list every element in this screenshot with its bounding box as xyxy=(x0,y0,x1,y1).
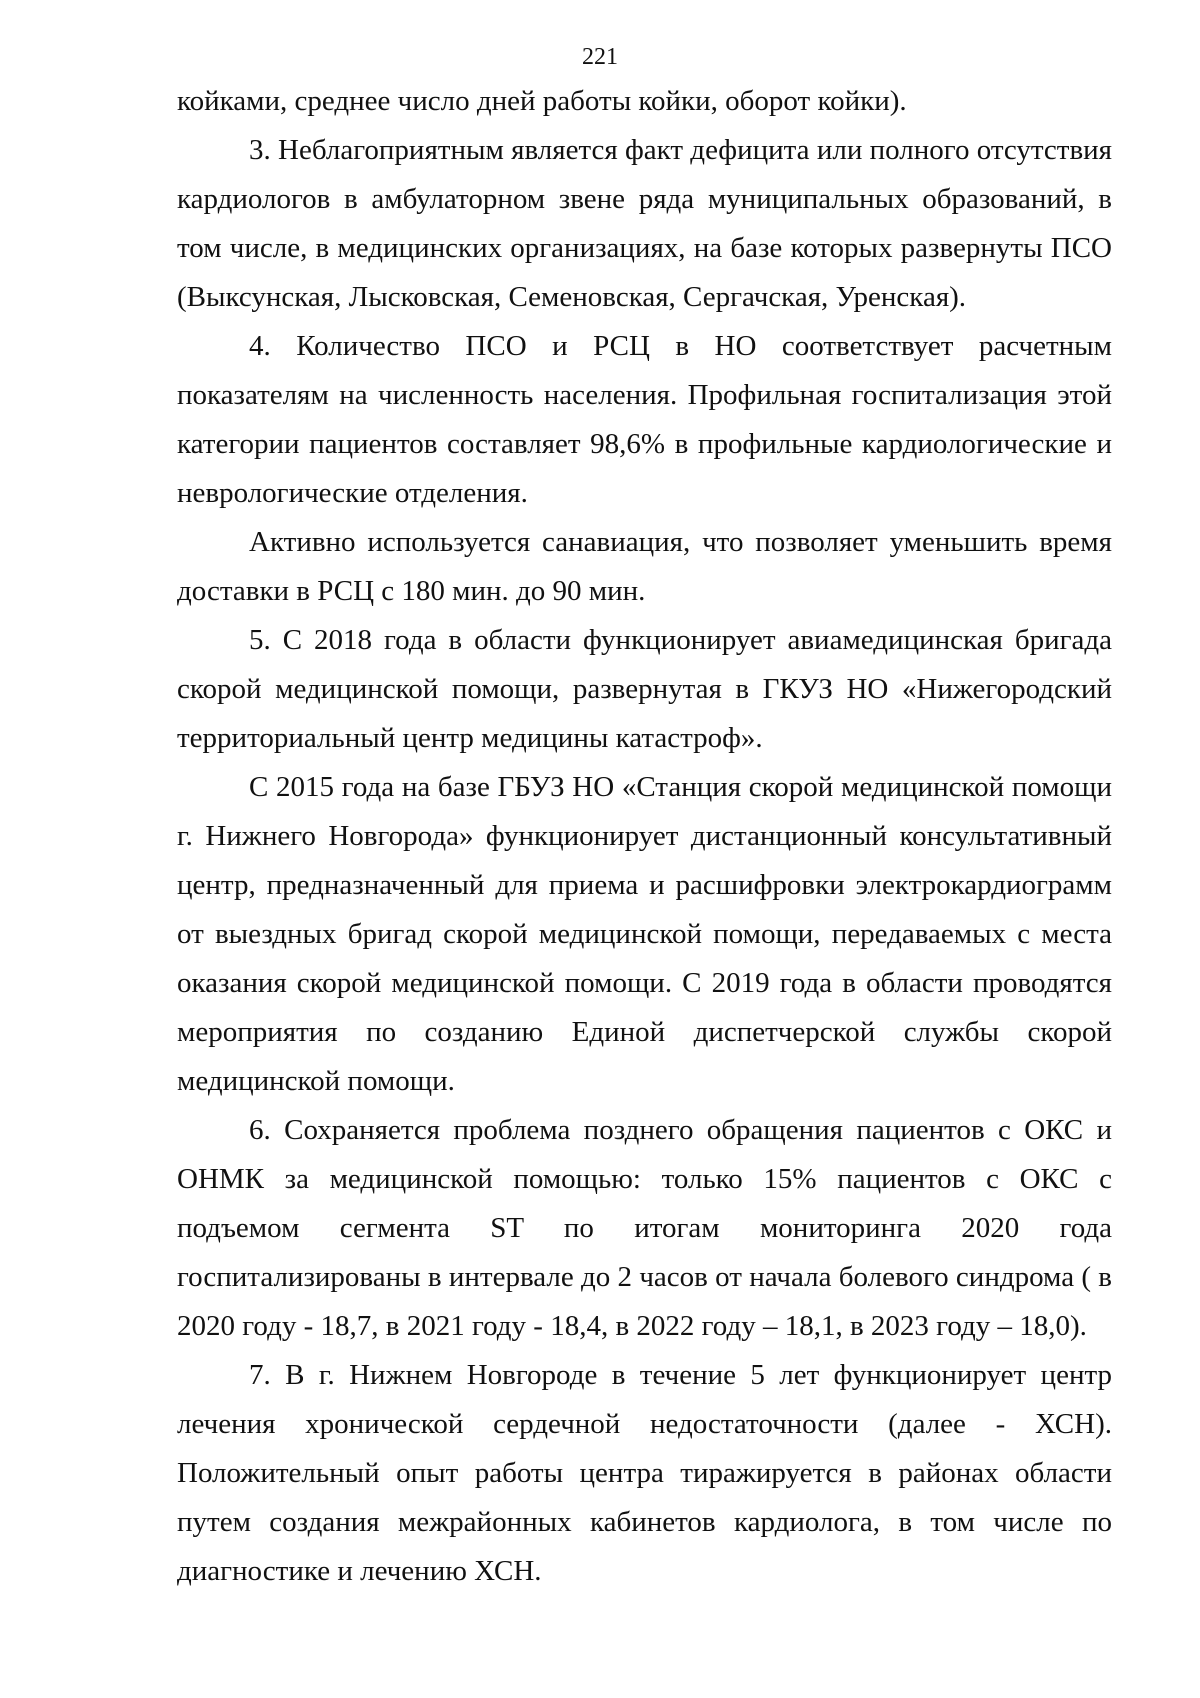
paragraph-item-6: 6. Сохраняется проблема позднего обращения пациентов с ОКС и ОНМК за медицинской помощью: только 15% пациентов с ОКС с подъемом сегмента ST по итогам мониторинга 2020 года госпитализированы в интервале до 2 часов от начала болевого синдрома ( в 2020 году - 18,7, в 2021 году - 18,4, в 2022 году – 18,1, в 2023 году – 18,0). xyxy=(177,1114,1112,1342)
page-number: 221 xyxy=(582,44,618,70)
paragraph-item-7: 7. В г. Нижнем Новгороде в течение 5 лет функционирует центр лечения хронической сердечной недостаточности (далее - ХСН). Положительный опыт работы центра тиражируется в районах области путем создания межрайонных кабинетов кардиолога, в том числе по диагностике и лечению ХСН. xyxy=(177,1359,1112,1587)
paragraph-continuation: койками, среднее число дней работы койки, оборот койки). xyxy=(177,85,907,117)
paragraph-consultative-center: С 2015 года на базе ГБУЗ НО «Станция скорой медицинской помощи г. Нижнего Новгорода» функционирует дистанционный консультативный центр, предназначенный для приема и расшифровки электрокардиограмм от выездных бригад скорой медицинской помощи, передаваемых с места оказания скорой медицинской помощи. С 2019 года в области проводятся мероприятия по созданию Единой диспетчерской службы скорой медицинской помощи. xyxy=(177,771,1112,1097)
paragraph-item-5: 5. С 2018 года в области функционирует авиамедицинская бригада скорой медицинской помощи, развернутая в ГКУЗ НО «Нижегородский территориальный центр медицины катастроф». xyxy=(177,624,1112,754)
paragraph-sanaviation: Активно используется санавиация, что позволяет уменьшить время доставки в РСЦ с 180 мин. до 90 мин. xyxy=(177,526,1112,607)
paragraph-item-3: 3. Неблагоприятным является факт дефицита или полного отсутствия кардиологов в амбулаторном звене ряда муниципальных образований, в том числе, в медицинских организациях, на базе которых развернуты ПСО (Выксунская, Лысковская, Семеновская, Сергачская, Уренская). xyxy=(177,134,1112,313)
paragraph-item-4: 4. Количество ПСО и РСЦ в НО соответствует расчетным показателям на численность населения. Профильная госпитализация этой категории пациентов составляет 98,6% в профильные кардиологические и неврологические отделения. xyxy=(177,330,1112,509)
body-text xyxy=(177,77,1112,1596)
